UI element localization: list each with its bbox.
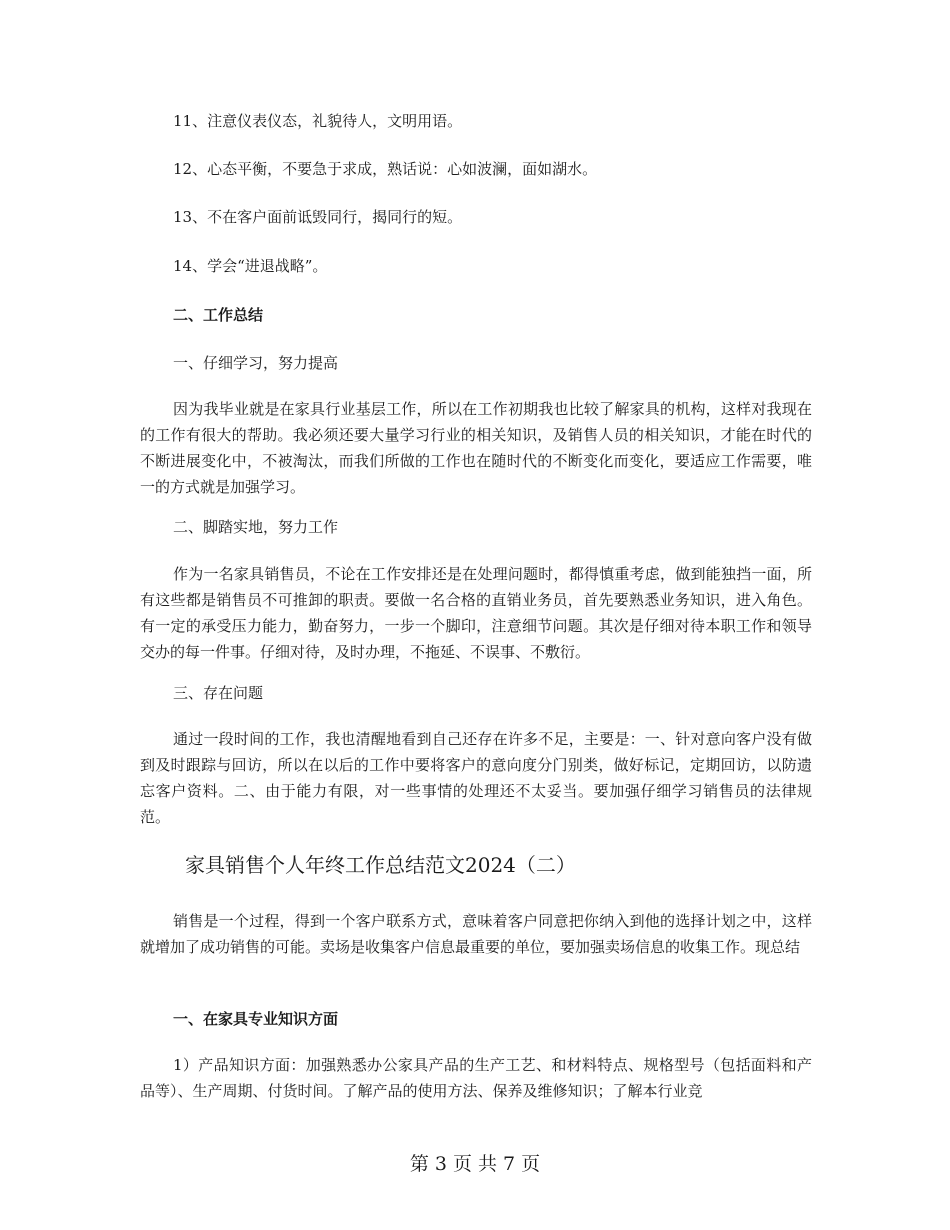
subheading-problems: 三、存在问题 [173, 684, 264, 702]
subheading-work: 二、脚踏实地，努力工作 [173, 518, 339, 536]
list-item-11: 11、注意仪表仪态，礼貌待人，文明用语。 [173, 112, 463, 130]
article-title: 家具销售个人年终工作总结范文2024（二） [185, 853, 576, 877]
paragraph-problems: 通过一段时间的工作，我也清醒地看到自己还存在许多不足，主要是：一、针对意向客户没有做到及时跟踪与回访，所以在以后的工作中要将客户的意向度分门别类，做好标记，定期回访，以防遗忘客户资料。二、由于能力有限，对一些事情的处理还不太妥当。要加强仔细学习销售员的法律规范。 [140, 730, 812, 826]
list-item-12: 12、心态平衡，不要急于求成，熟话说：心如波澜，面如湖水。 [173, 160, 598, 178]
paragraph-product-knowledge: 1）产品知识方面：加强熟悉办公家具产品的生产工艺、和材料特点、规格型号（包括面料和产品等）、生产周期、付货时间。了解产品的使用方法、保养及维修知识；了解本行业竞 [140, 1056, 812, 1100]
subheading-study: 一、仔细学习，努力提高 [173, 354, 339, 372]
paragraph-study: 因为我毕业就是在家具行业基层工作，所以在工作初期我也比较了解家具的机构，这样对我现在的工作有很大的帮助。我必须还要大量学习行业的相关知识，及销售人员的相关知识，才能在时代的不断进展变化中，不被淘汰，而我们所做的工作也在随时代的不断变化而变化，要适应工作需要，唯一的方式就是加强学习。 [140, 400, 812, 496]
paragraph-intro: 销售是一个过程，得到一个客户联系方式，意味着客户同意把你纳入到他的选择计划之中，这样就增加了成功销售的可能。卖场是收集客户信息最重要的单位，要加强卖场信息的收集工作。现总结 [140, 912, 812, 956]
part-heading-knowledge: 一、在家具专业知识方面 [173, 1010, 339, 1028]
list-item-13: 13、不在客户面前诋毁同行，揭同行的短。 [173, 208, 463, 226]
page-number-footer: 第 3 页 共 7 页 [409, 1153, 541, 1175]
section-heading-work-summary: 二、工作总结 [173, 306, 264, 324]
paragraph-work: 作为一名家具销售员，不论在工作安排还是在处理问题时，都得慎重考虑，做到能独挡一面，所有这些都是销售员不可推卸的职责。要做一名合格的直销业务员，首先要熟悉业务知识，进入角色。有一定的承受压力能力，勤奋努力，一步一个脚印，注意细节问题。其次是仔细对待本职工作和领导交办的每一件事。仔细对待，及时办理，不拖延、不误事、不敷衍。 [140, 565, 812, 661]
list-item-14: 14、学会“进退战略”。 [173, 257, 328, 275]
